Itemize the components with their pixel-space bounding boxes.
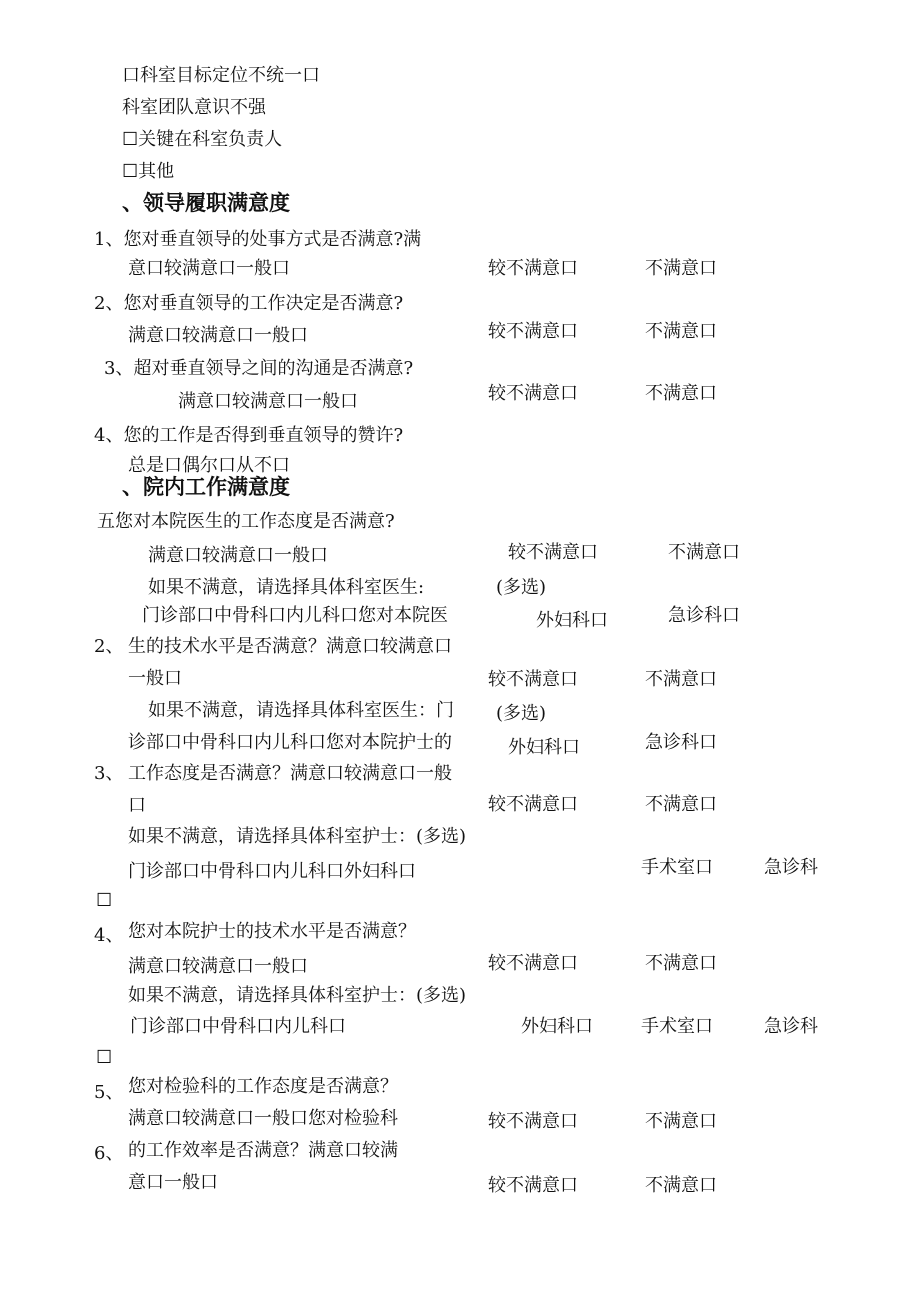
section-heading: 、领导履职满意度 bbox=[122, 191, 290, 215]
department-options: 门诊部口中骨科口内儿科口 bbox=[130, 1016, 346, 1037]
answer-options: 意口较满意口一般口 bbox=[128, 258, 290, 279]
followup-prompt: 如果不满意，请选择具体科室医生: bbox=[148, 577, 425, 598]
multi-select-note: (多选) bbox=[496, 703, 547, 724]
option-unsatisfied: 不满意口 bbox=[645, 321, 717, 342]
option-somewhat-unsatisfied: 较不满意口 bbox=[488, 383, 578, 404]
question: 工作态度是否满意？满意口较满意口一般 bbox=[128, 763, 452, 784]
option-unsatisfied: 不满意口 bbox=[645, 1111, 717, 1132]
department-option: 外妇科口 bbox=[508, 737, 580, 758]
option-somewhat-unsatisfied: 较不满意口 bbox=[488, 1111, 578, 1132]
answer-options: 口 bbox=[128, 795, 146, 816]
option-somewhat-unsatisfied: 较不满意口 bbox=[488, 794, 578, 815]
question: 五您对本院医生的工作态度是否满意? bbox=[97, 511, 395, 532]
question: 您对本院护士的技术水平是否满意？ bbox=[128, 921, 416, 942]
option-line: ☐其他 bbox=[122, 161, 175, 182]
option-unsatisfied: 不满意口 bbox=[645, 258, 717, 279]
department-options: 门诊部口中骨科口内儿科口您对本院医 bbox=[142, 605, 448, 626]
question-number: 5、 bbox=[94, 1082, 124, 1103]
option-somewhat-unsatisfied: 较不满意口 bbox=[488, 953, 578, 974]
option-somewhat-unsatisfied: 较不满意口 bbox=[488, 258, 578, 279]
department-option: 手术室口 bbox=[641, 1016, 713, 1037]
question: 4、您的工作是否得到垂直领导的赞许? bbox=[94, 425, 404, 446]
department-option: 急诊科口 bbox=[668, 605, 740, 626]
answer-options: 满意口较满意口一般口 bbox=[178, 391, 358, 412]
option-unsatisfied: 不满意口 bbox=[645, 794, 717, 815]
question: 3、超对垂直领导之间的沟通是否满意? bbox=[104, 358, 414, 379]
question: 您对检验科的工作态度是否满意？ bbox=[128, 1076, 398, 1097]
question: 1、您对垂直领导的处事方式是否满意?满 bbox=[94, 229, 422, 250]
department-option: 外妇科口 bbox=[536, 610, 608, 631]
followup-prompt: 如果不满意，请选择具体科室护士：(多选) bbox=[128, 826, 467, 847]
option-somewhat-unsatisfied: 较不满意口 bbox=[488, 669, 578, 690]
department-option: 外妇科口 bbox=[521, 1016, 593, 1037]
option-line: 科室团队意识不强 bbox=[122, 97, 266, 118]
option-somewhat-unsatisfied: 较不满意口 bbox=[488, 321, 578, 342]
option-somewhat-unsatisfied: 较不满意口 bbox=[508, 542, 598, 563]
answer-options: 满意口较满意口一般口 bbox=[148, 545, 328, 566]
answer-options: 总是口偶尔口从不口 bbox=[128, 455, 290, 476]
question-number: 3、 bbox=[94, 763, 124, 784]
question: 生的技术水平是否满意？满意口较满意口 bbox=[128, 636, 452, 657]
option-unsatisfied: 不满意口 bbox=[668, 542, 740, 563]
option-unsatisfied: 不满意口 bbox=[645, 669, 717, 690]
question-number: 4、 bbox=[94, 925, 124, 946]
department-option: 急诊科 bbox=[764, 857, 818, 878]
answer-options: 意口一般口 bbox=[128, 1172, 218, 1193]
question: 2、您对垂直领导的工作决定是否满意? bbox=[94, 293, 404, 314]
followup-prompt: 如果不满意，请选择具体科室护士：(多选) bbox=[128, 985, 467, 1006]
answer-options: 满意口较满意口一般口 bbox=[128, 325, 308, 346]
checkbox-glyph: ☐ bbox=[96, 890, 113, 911]
option-unsatisfied: 不满意口 bbox=[645, 953, 717, 974]
answer-options: 一般口 bbox=[128, 668, 182, 689]
department-option: 手术室口 bbox=[641, 857, 713, 878]
department-option: 急诊科 bbox=[764, 1016, 818, 1037]
multi-select-note: (多选) bbox=[496, 577, 547, 598]
option-unsatisfied: 不满意口 bbox=[645, 383, 717, 404]
checkbox-glyph: ☐ bbox=[96, 1047, 113, 1068]
followup-prompt: 如果不满意，请选择具体科室医生：门 bbox=[148, 700, 454, 721]
section-heading: 、院内工作满意度 bbox=[122, 475, 290, 499]
question-number: 6、 bbox=[94, 1143, 124, 1164]
question: 的工作效率是否满意？满意口较满 bbox=[128, 1140, 398, 1161]
department-option: 急诊科口 bbox=[645, 732, 717, 753]
department-options: 诊部口中骨科口内儿科口您对本院护士的 bbox=[128, 732, 452, 753]
option-line: 口科室目标定位不统一口 bbox=[122, 65, 320, 86]
option-line: ☐关键在科室负责人 bbox=[122, 129, 283, 150]
department-options: 门诊部口中骨科口内儿科口外妇科口 bbox=[128, 861, 416, 882]
question-number: 2、 bbox=[94, 636, 124, 657]
option-unsatisfied: 不满意口 bbox=[645, 1175, 717, 1196]
answer-options: 满意口较满意口一般口 bbox=[128, 956, 308, 977]
answer-options: 满意口较满意口一般口您对检验科 bbox=[128, 1108, 398, 1129]
option-somewhat-unsatisfied: 较不满意口 bbox=[488, 1175, 578, 1196]
